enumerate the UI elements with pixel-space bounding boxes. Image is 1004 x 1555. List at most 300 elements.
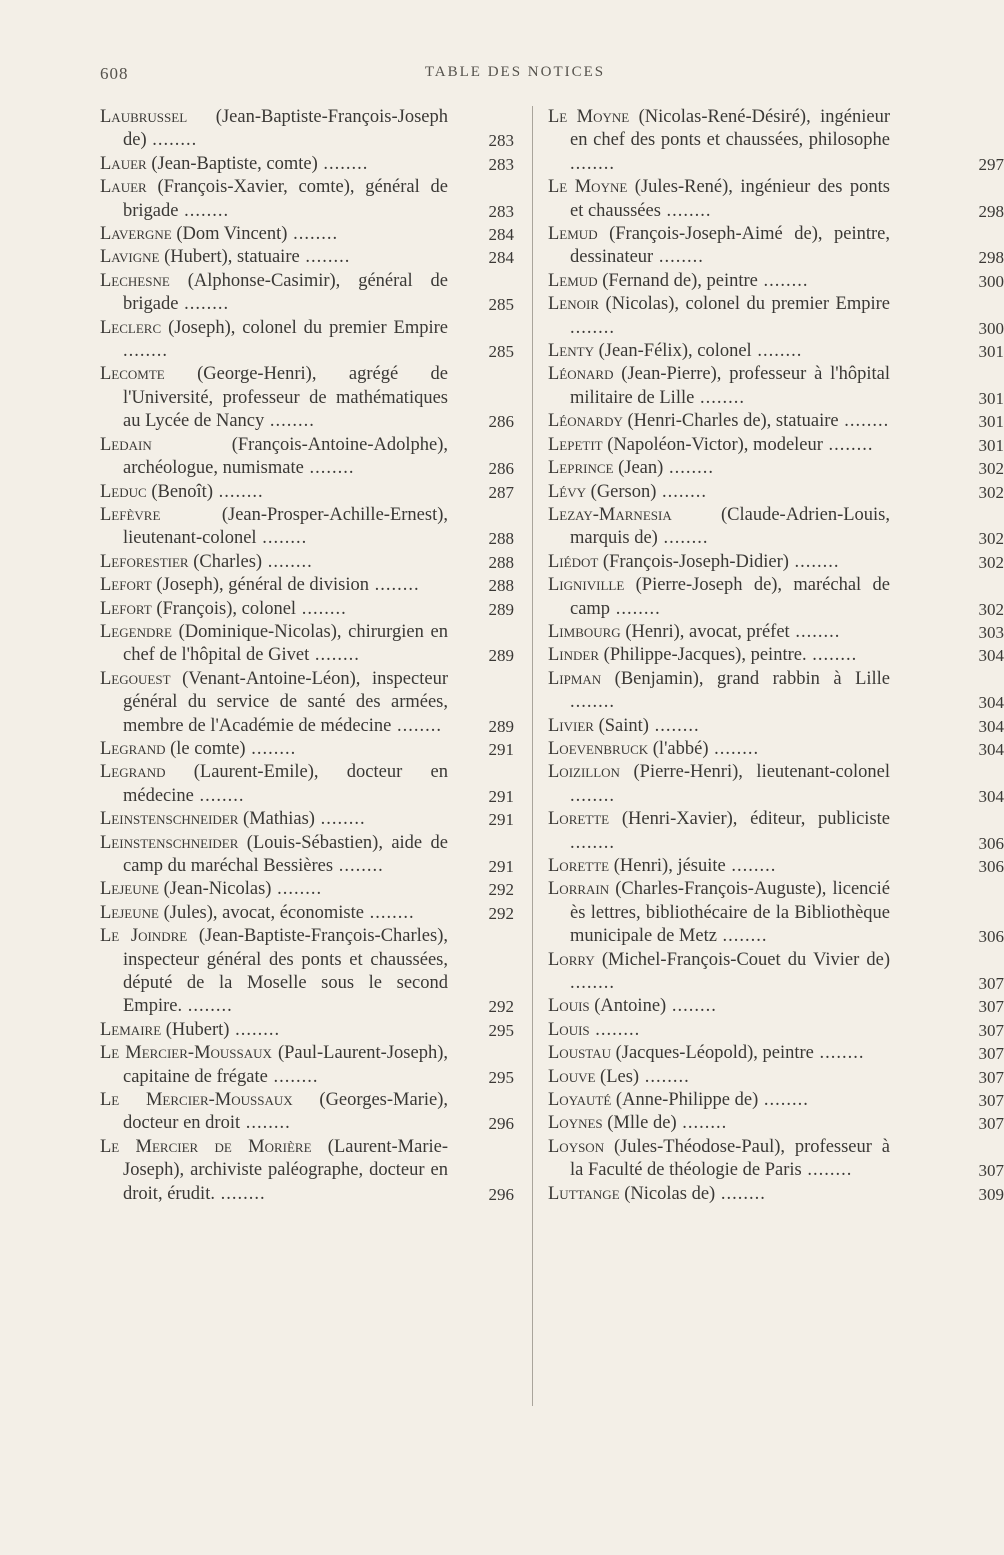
index-entry	[548, 1019, 1004, 1042]
entry-description: (François-Antoine-Adolphe), archéologue, numismate	[123, 434, 448, 479]
entry-name: Lecomte	[100, 364, 165, 385]
entry-description: (Nicolas de)	[619, 1183, 716, 1204]
entry-name: Le Mercier de Morière	[100, 1136, 312, 1157]
index-entry	[548, 551, 1004, 574]
entry-description: (Hubert), statuaire	[159, 247, 300, 268]
entry-page-number: 288	[488, 529, 514, 549]
entry-description: (Jules-Théodose-Paul), professeur à la Faculté de théologie de Paris	[570, 1136, 890, 1181]
index-entry	[100, 481, 520, 504]
dot-leader: ........	[256, 528, 308, 549]
entry-page-number: 307	[978, 1020, 1004, 1040]
index-entry	[100, 106, 520, 153]
dot-leader: ........	[570, 692, 615, 713]
dot-leader: ........	[570, 832, 615, 853]
index-entry	[548, 644, 1004, 667]
entry-name: Ledain	[100, 434, 152, 455]
column-divider	[532, 106, 533, 1406]
entry-description: (Henri), jésuite	[609, 856, 726, 876]
entry-page-number: 301	[978, 342, 1004, 362]
entry-page-number: 302	[978, 529, 1004, 549]
entry-name: Le Moyne	[548, 107, 630, 127]
dot-leader: ........	[212, 481, 264, 502]
index-entry	[548, 176, 1004, 223]
entry-name: Le Moyne	[548, 177, 628, 198]
index-entry	[100, 1042, 520, 1089]
entry-page-number: 300	[978, 271, 1004, 291]
dot-leader: ........	[694, 387, 745, 408]
entry-description: (Jules), avocat, économiste	[158, 902, 364, 923]
entry-page-number: 309	[978, 1184, 1004, 1204]
entry-name: Lorette	[548, 809, 610, 830]
dot-leader: ........	[656, 481, 708, 502]
dot-leader: ........	[123, 341, 168, 362]
entry-description: (François-Joseph-Aimé de), peintre, dessinateur	[570, 224, 890, 268]
index-entry	[548, 1066, 1004, 1089]
dot-leader: ........	[391, 715, 442, 736]
entry-description: (Joseph), colonel du premier Empire	[161, 317, 448, 338]
entry-page-number: 298	[978, 201, 1004, 221]
dot-leader: ........	[178, 200, 230, 221]
dot-leader: ........	[570, 317, 615, 338]
dot-leader: ........	[178, 294, 230, 315]
entry-description: (Gerson)	[586, 481, 657, 502]
entry-name: Loynes	[548, 1113, 603, 1134]
entry-description: (Jean-Félix), colonel	[593, 341, 752, 362]
entry-page-number: 289	[488, 646, 514, 666]
dot-leader: ........	[838, 411, 890, 432]
entry-page-number: 291	[488, 857, 514, 876]
entry-page-number: 304	[978, 739, 1004, 759]
index-entry	[548, 293, 1004, 340]
entry-description: (Jacques-Léopold), peintre	[610, 1043, 814, 1064]
index-entry	[100, 153, 520, 176]
entry-page-number: 304	[978, 716, 1004, 736]
entry-description: (Jean-Nicolas)	[158, 879, 272, 900]
dot-leader: ........	[757, 270, 809, 291]
entry-description: (Antoine)	[589, 996, 667, 1017]
index-entry	[548, 106, 1004, 176]
entry-name: Lorry	[548, 949, 595, 970]
entry-description: (Pierre-Henri), lieutenant-colonel	[619, 762, 890, 783]
entry-name: Louis	[548, 1019, 590, 1040]
dot-leader: ........	[715, 1183, 766, 1204]
entry-page-number: 301	[978, 388, 1004, 408]
dot-leader: ........	[299, 247, 351, 268]
entry-page-number: 307	[978, 997, 1004, 1017]
index-entry	[548, 715, 1004, 738]
entry-name: Lorrain	[548, 879, 610, 900]
dot-leader: ........	[271, 879, 323, 900]
entry-page-number: 296	[488, 1184, 514, 1204]
index-entry	[548, 457, 1004, 480]
dot-leader: ........	[676, 1113, 728, 1134]
entry-name: Luttange	[548, 1183, 620, 1204]
entry-page-number: 295	[488, 1020, 514, 1040]
entry-name: Lévy	[548, 481, 587, 502]
dot-leader: ........	[822, 434, 874, 455]
index-entry	[100, 878, 520, 901]
index-entry	[548, 340, 1004, 363]
entry-page-number: 286	[488, 459, 514, 479]
index-entry	[548, 949, 1004, 996]
entry-page-number: 301	[978, 435, 1004, 455]
entry-name: Laubrussel	[100, 107, 188, 127]
index-entry	[548, 574, 1004, 621]
dot-leader: ........	[309, 645, 360, 666]
entry-page-number: 307	[978, 1067, 1004, 1087]
dot-leader: ........	[287, 224, 339, 245]
index-entry	[100, 738, 520, 761]
entry-name: Le Joindre	[100, 926, 188, 947]
entry-description: (Saint)	[593, 715, 649, 736]
index-entry	[100, 434, 520, 481]
dot-leader: ........	[317, 153, 369, 174]
entry-name: Loyauté	[548, 1090, 612, 1111]
index-entry	[548, 1112, 1004, 1135]
entry-name: Leinstenschneider	[100, 832, 239, 853]
right-column	[548, 106, 1004, 1206]
dot-leader: ........	[267, 1066, 319, 1087]
entry-page-number: 302	[978, 552, 1004, 572]
entry-name: Lemaire	[100, 1019, 162, 1040]
entry-description: (Nicolas-René-Désiré), ingénieur en chef des ponts et chaussées, philosophe	[570, 107, 890, 151]
entry-page-number: 289	[488, 599, 514, 619]
entry-page-number: 291	[488, 786, 514, 806]
dot-leader: ........	[240, 1113, 291, 1134]
entry-page-number: 304	[978, 693, 1004, 713]
index-entry	[100, 668, 520, 738]
entry-name: Lavergne	[100, 224, 172, 245]
entry-name: Léonardy	[548, 411, 623, 432]
dot-leader: ........	[725, 856, 777, 876]
index-entry	[548, 995, 1004, 1018]
dot-leader: ........	[751, 341, 803, 362]
index-entry	[100, 832, 520, 879]
entry-description: (Louis-Sébastien), aide de camp du maréchal Bessières	[123, 832, 448, 876]
index-entry	[548, 878, 1004, 948]
entry-page-number: 288	[488, 576, 514, 596]
index-entry	[100, 574, 520, 597]
index-entry	[100, 598, 520, 621]
entry-description: (Laurent-Emile), docteur en médecine	[123, 762, 448, 806]
dot-leader: ........	[146, 130, 198, 151]
entry-name: Lechesne	[100, 270, 170, 291]
index-entry	[100, 223, 520, 246]
dot-leader: ........	[589, 1019, 641, 1040]
index-entry	[100, 621, 520, 668]
dot-leader: ........	[369, 575, 420, 596]
dot-leader: ........	[182, 996, 233, 1017]
entry-description: (Anne-Philippe de)	[611, 1090, 759, 1111]
entry-page-number: 302	[978, 459, 1004, 479]
index-entry	[100, 902, 520, 925]
index-entry	[548, 1136, 1004, 1183]
entry-description: (Napoléon-Victor), modeleur	[602, 434, 823, 455]
entry-description: (Jean-Pierre), professeur à l'hôpital militaire de Lille	[570, 364, 890, 408]
entry-page-number: 286	[488, 412, 514, 432]
entry-name: Loizillon	[548, 762, 620, 783]
entry-page-number: 300	[978, 318, 1004, 338]
entry-description: (Jean-Baptiste-François-Charles), inspecteur général des ponts et chaussées, député de la Moselle sous le second Empire.	[123, 926, 449, 1017]
entry-name: Legouest	[100, 668, 171, 689]
entry-name: Legrand	[100, 762, 166, 783]
entry-name: Louis	[548, 996, 590, 1017]
index-entry	[548, 1089, 1004, 1112]
entry-name: Livier	[548, 715, 594, 736]
dot-leader: ........	[801, 1160, 853, 1181]
entry-description: (Henri), avocat, préfet	[620, 621, 790, 642]
entry-name: Lemud	[548, 224, 598, 245]
entry-name: Lorette	[548, 856, 610, 876]
entry-page-number: 296	[488, 1114, 514, 1134]
entry-description: (François-Xavier, comte), général de brigade	[123, 177, 448, 221]
entry-description: (Jules-René), ingénieur des ponts et chaussées	[570, 177, 891, 221]
entry-name: Loyson	[548, 1136, 605, 1157]
dot-leader: ........	[639, 1066, 690, 1087]
running-title: TABLE DES NOTICES	[424, 64, 606, 80]
index-entry	[548, 363, 1004, 410]
dot-leader: ........	[789, 621, 841, 642]
dot-leader: ........	[570, 153, 615, 174]
index-entry	[548, 668, 1004, 715]
index-entry	[100, 270, 520, 317]
entry-description: (Pierre-Joseph de), maréchal de camp	[570, 575, 890, 619]
dot-leader: ........	[296, 598, 347, 619]
entry-name: Lefort	[100, 598, 152, 619]
entry-name: Linder	[548, 645, 600, 666]
left-column	[100, 106, 520, 1206]
dot-leader: ........	[229, 1019, 281, 1040]
entry-name: Lemud	[548, 270, 598, 291]
entry-description: (Jean-Baptiste, comte)	[146, 153, 318, 174]
entry-description: (Charles)	[188, 551, 263, 572]
entry-page-number: 301	[978, 412, 1004, 432]
entry-name: Le Mercier-Moussaux	[100, 1090, 293, 1111]
index-entry	[100, 1089, 520, 1136]
entry-page-number: 306	[978, 833, 1004, 853]
entry-page-number: 289	[488, 716, 514, 736]
dot-leader: ........	[333, 856, 384, 876]
entry-page-number: 302	[978, 482, 1004, 502]
dot-leader: ........	[214, 1183, 266, 1204]
dot-leader: ........	[193, 785, 245, 806]
index-entry	[548, 738, 1004, 761]
entry-name: Lenoir	[548, 294, 600, 315]
entry-name: Limbourg	[548, 621, 621, 642]
entry-name: Louve	[548, 1066, 596, 1087]
index-entry	[100, 808, 520, 831]
dot-leader: ........	[813, 1043, 865, 1064]
entry-name: Lefèvre	[100, 504, 161, 525]
dot-leader: ........	[806, 645, 858, 666]
entry-description: (Charles-François-Auguste), licencié ès lettres, bibliothécaire de la Bibliothèque municipale de Metz	[570, 879, 890, 947]
entry-name: Leinstenschneider	[100, 809, 239, 830]
entry-description: (Dominique-Nicolas), chirurgien en chef de l'hôpital de Givet	[123, 621, 448, 666]
entry-page-number: 295	[488, 1067, 514, 1087]
index-entry	[548, 1042, 1004, 1065]
entry-name: Leduc	[100, 481, 147, 502]
dot-leader: ........	[610, 598, 661, 619]
entry-description: (Nicolas), colonel du premier Empire	[599, 294, 890, 315]
index-entry	[100, 1019, 520, 1042]
entry-name: Leforestier	[100, 551, 189, 572]
entry-page-number: 287	[488, 482, 514, 502]
entry-name: Lepetit	[548, 434, 603, 455]
entry-description: (François), colonel	[151, 598, 297, 619]
index-entry	[548, 808, 1004, 855]
index-entry	[548, 761, 1004, 808]
entry-page-number: 307	[978, 1114, 1004, 1134]
index-entry	[100, 246, 520, 269]
entry-description: (Mlle de)	[602, 1113, 677, 1134]
entry-description: (Henri-Charles de), statuaire	[622, 411, 839, 432]
entry-page-number: 292	[488, 997, 514, 1017]
dot-leader: ........	[570, 973, 615, 994]
entry-name: Ligniville	[548, 575, 625, 596]
entry-description: (Mathias)	[238, 809, 315, 830]
entry-page-number: 284	[488, 248, 514, 268]
entry-description: (Benoît)	[146, 481, 213, 502]
dot-leader: ........	[788, 551, 840, 572]
index-entry	[100, 176, 520, 223]
index-entry	[548, 621, 1004, 644]
entry-name: Lipman	[548, 668, 602, 689]
entry-description: (Henri-Xavier), éditeur, publiciste	[609, 809, 890, 830]
dot-leader: ........	[314, 809, 366, 830]
dot-leader: ........	[648, 715, 700, 736]
entry-description: (le comte)	[165, 738, 246, 759]
entry-page-number: 284	[488, 225, 514, 245]
entry-description: (Les)	[595, 1066, 640, 1087]
index-entry	[548, 855, 1004, 878]
dot-leader: ........	[666, 996, 717, 1017]
index-entry	[548, 270, 1004, 293]
entry-description: (Hubert)	[161, 1019, 230, 1040]
entry-description: (Alphonse-Casimir), général de brigade	[123, 270, 448, 315]
entry-description: (George-Henri), agrégé de l'Université, professeur de mathématiques au Lycée de Nancy	[123, 364, 448, 432]
index-entry	[548, 434, 1004, 457]
entry-description: (Jean-Prosper-Achille-Ernest), lieutenant-colonel	[123, 504, 448, 549]
entry-name: Lejeune	[100, 879, 159, 900]
entry-name: Lauer	[100, 153, 147, 174]
entry-name: Lauer	[100, 177, 147, 198]
entry-name: Lezay-Marnesia	[548, 504, 672, 525]
dot-leader: ........	[264, 411, 315, 432]
entry-name: Lavigne	[100, 247, 160, 268]
index-entry	[548, 410, 1004, 433]
entry-page-number: 304	[978, 786, 1004, 806]
index-entry	[548, 504, 1004, 551]
entry-description: (Georges-Marie), docteur en droit	[123, 1090, 448, 1134]
index-entry	[100, 317, 520, 364]
entry-page-number: 306	[978, 857, 1004, 876]
entry-description: (Fernand de), peintre	[597, 270, 758, 291]
entry-page-number: 303	[978, 622, 1004, 642]
entry-name: Leclerc	[100, 317, 162, 338]
index-entry	[100, 1136, 520, 1206]
entry-page-number: 307	[978, 974, 1004, 994]
index-entry	[100, 363, 520, 433]
entry-page-number: 285	[488, 342, 514, 362]
entry-page-number: 306	[978, 927, 1004, 947]
index-entry	[100, 504, 520, 551]
dot-leader: ........	[363, 902, 415, 923]
entry-name: Loustau	[548, 1043, 611, 1064]
entry-description: (François-Joseph-Didier)	[598, 551, 789, 572]
entry-description: (Laurent-Marie-Joseph), archiviste paléographe, docteur en droit, érudit.	[123, 1136, 448, 1204]
entry-page-number: 298	[978, 248, 1004, 268]
dot-leader: ........	[716, 926, 768, 947]
entry-page-number: 283	[488, 131, 514, 151]
dot-leader: ........	[758, 1090, 809, 1111]
entry-page-number: 292	[488, 880, 514, 900]
dot-leader: ........	[663, 458, 714, 479]
entry-description: (Joseph), général de division	[151, 575, 370, 596]
entry-page-number: 302	[978, 599, 1004, 619]
entry-description: (Dom Vincent)	[171, 224, 288, 245]
dot-leader: ........	[653, 247, 704, 268]
index-entry	[548, 1183, 1004, 1206]
dot-leader: ........	[660, 200, 712, 221]
entry-name: Le Mercier-Moussaux	[100, 1043, 272, 1064]
dot-leader: ........	[262, 551, 313, 572]
index-entry	[548, 223, 1004, 270]
entry-description: (Benjamin), grand rabbin à Lille	[601, 668, 890, 689]
entry-page-number: 307	[978, 1161, 1004, 1181]
entry-description: (l'abbé)	[648, 738, 709, 759]
entry-page-number: 291	[488, 739, 514, 759]
entry-name: Léonard	[548, 364, 614, 385]
entry-name: Loevenbruck	[548, 738, 649, 759]
entry-name: Lenty	[548, 341, 594, 362]
dot-leader: ........	[245, 738, 297, 759]
entry-page-number: 291	[488, 810, 514, 830]
dot-leader: ........	[303, 458, 355, 479]
entry-description: (Michel-François-Couet du Vivier de)	[594, 949, 890, 970]
entry-description: (Jean-Baptiste-François-Joseph de)	[123, 107, 448, 151]
entry-page-number: 297	[978, 154, 1004, 174]
page-number: 608	[100, 64, 129, 83]
entry-description: (Philippe-Jacques), peintre.	[599, 645, 807, 666]
index-entry	[100, 925, 520, 1019]
entry-name: Lefort	[100, 575, 152, 596]
dot-leader: ........	[657, 528, 709, 549]
dot-leader: ........	[708, 738, 760, 759]
entry-page-number: 307	[978, 1091, 1004, 1111]
entry-description: (Venant-Antoine-Léon), inspecteur général du service de santé des armées, membre de l'Académie de médecine	[123, 668, 448, 736]
entry-description: (Jean)	[613, 458, 664, 479]
running-header	[100, 64, 930, 94]
entry-page-number: 283	[488, 201, 514, 221]
entry-page-number: 304	[978, 646, 1004, 666]
dot-leader: ........	[570, 785, 615, 806]
entry-name: Legendre	[100, 621, 172, 642]
entry-description: (Paul-Laurent-Joseph), capitaine de frégate	[123, 1043, 448, 1087]
entry-name: Liédot	[548, 551, 599, 572]
entry-page-number: 288	[488, 552, 514, 572]
entry-page-number: 283	[488, 154, 514, 174]
index-entry	[548, 481, 1004, 504]
index-entry	[100, 761, 520, 808]
entry-page-number: 307	[978, 1044, 1004, 1064]
entry-description: (Claude-Adrien-Louis, marquis de)	[570, 504, 890, 549]
entry-name: Lejeune	[100, 902, 159, 923]
entry-page-number: 292	[488, 903, 514, 923]
entry-name: Leprince	[548, 458, 614, 479]
entry-name: Legrand	[100, 738, 166, 759]
index-entry	[100, 551, 520, 574]
entry-page-number: 285	[488, 295, 514, 315]
